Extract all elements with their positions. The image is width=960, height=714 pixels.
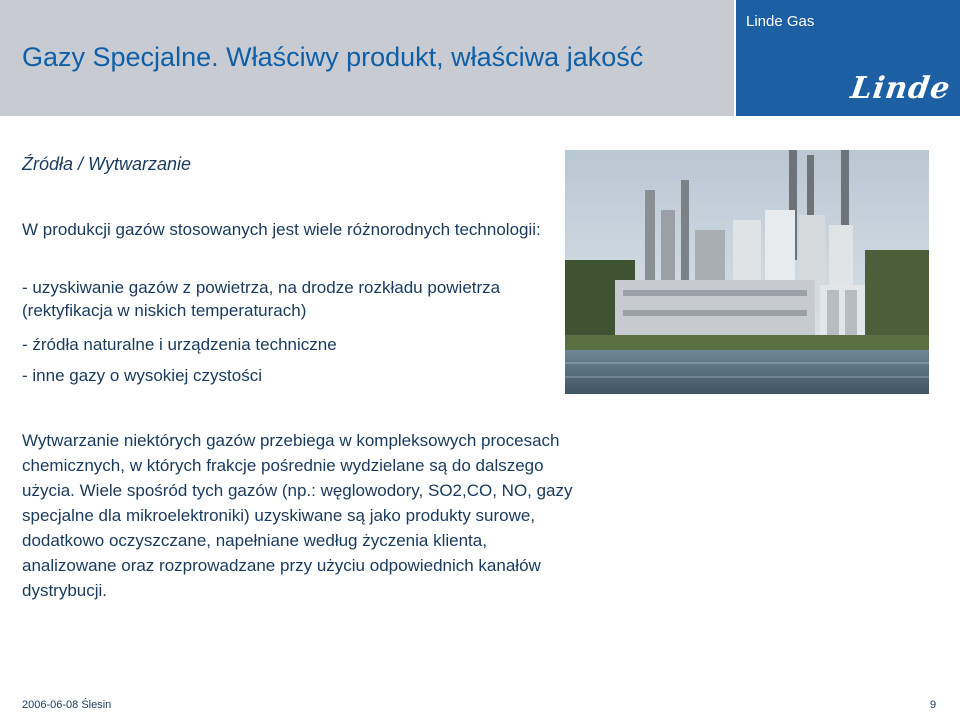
- slide-title: Gazy Specjalne. Właściwy produkt, właściwa jakość: [22, 42, 644, 72]
- body-paragraph: Wytwarzanie niektórych gazów przebiega w kompleksowych procesach chemicznych, w których frakcje pośrednie wydzielane są do dalszego użycia. Wiele spośród tych gazów (np.: węglowodory, SO2,CO, NO, gazy specjalne dla mikroelektroniki) uzyskiwane są jako produkty surowe, dodatkowo oczyszczane, napełniane według życzenia klienta, analizowane oraz rozprowadzane przy użyciu odpowiednich kanałów dystrybucji.: [22, 431, 573, 600]
- brand-label: Linde Gas: [746, 13, 815, 30]
- linde-logo: Linde: [848, 71, 953, 106]
- bullet-item-high-purity: - inne gazy o wysokiej czystości: [22, 366, 262, 385]
- brand-panel: [736, 0, 960, 116]
- intro-text: W produkcji gazów stosowanych jest wiele różnorodnych technologii:: [22, 220, 541, 239]
- footer-page-number: 9: [930, 699, 937, 711]
- section-subtitle: Źródła / Wytwarzanie: [22, 154, 192, 174]
- footer-date-author: 2006-06-08 Ślesin: [22, 699, 112, 711]
- bullet-item-air-separation: - uzyskiwanie gazów z powietrza, na drodze rozkładu powietrza (rektyfikacja w niskich temperaturach): [22, 278, 501, 320]
- industrial-plant-photo: [565, 150, 929, 394]
- bullet-item-natural-sources: - źródła naturalne i urządzenia techniczne: [22, 335, 337, 354]
